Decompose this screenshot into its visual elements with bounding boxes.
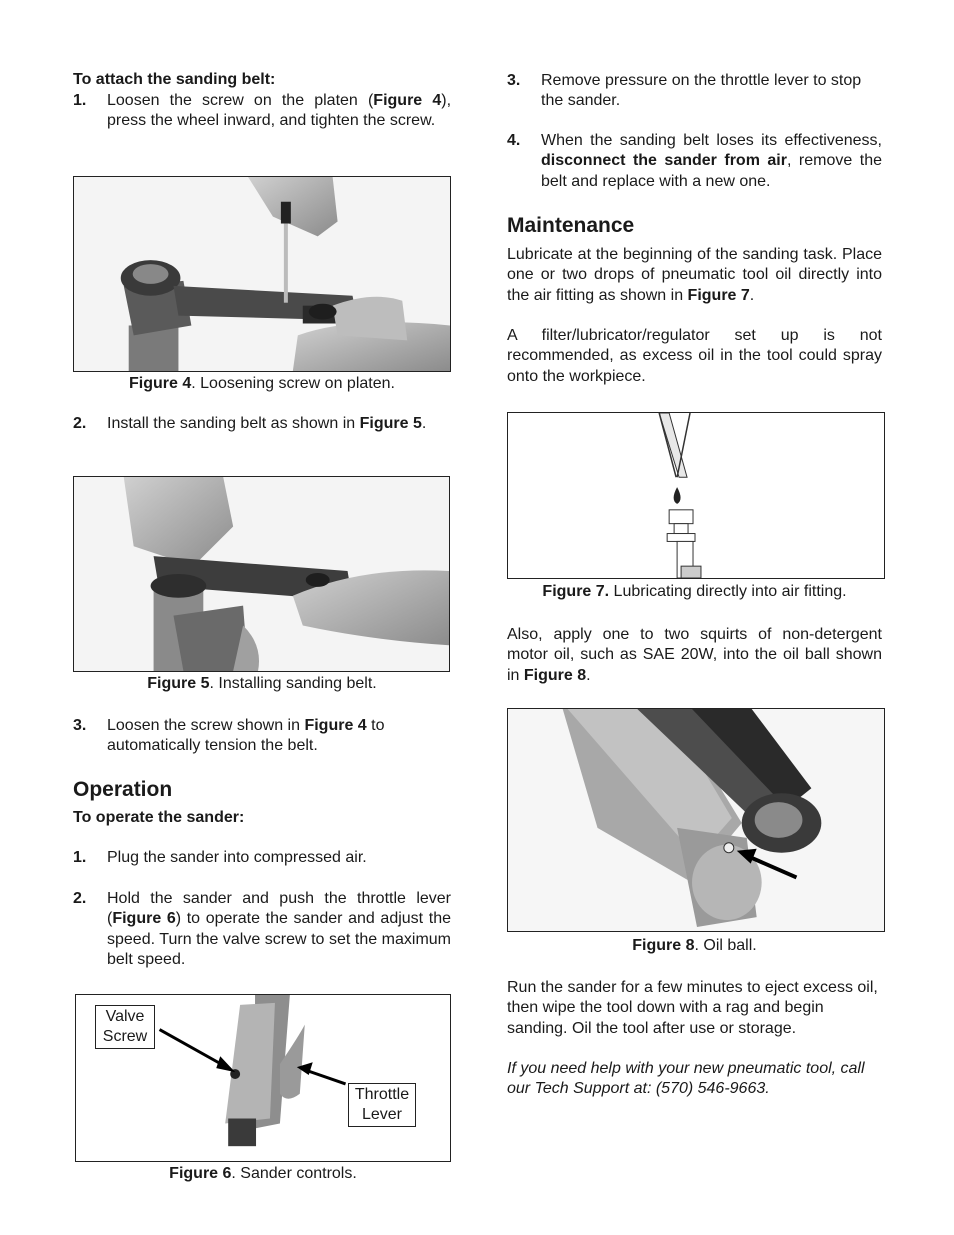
figure-8-caption: Figure 8. Oil ball. <box>632 937 757 954</box>
figure-4-caption: Figure 4. Loosening screw on platen. <box>129 375 395 392</box>
operate-step-1: 1. Plug the sander into compressed air. <box>73 849 367 866</box>
figure-7-caption: Figure 7. Lubricating directly into air fitting. <box>542 583 847 600</box>
figure-6-caption: Figure 6. Sander controls. <box>169 1165 357 1182</box>
throttle-lever-callout: Throttle Lever <box>348 1083 416 1127</box>
attach-step-2: 2. Install the sanding belt as shown in Figure 5. <box>73 415 427 432</box>
figure-4-image <box>73 176 451 372</box>
operate-step-2: 2. Hold the sander and push the throttle lever (Figure 6) to operate the sander and adjust the speed. Turn the valve screw to set the maximum belt speed. <box>73 890 451 968</box>
maintenance-paragraph-1: Lubricate at the beginning of the sanding task. Place one or two drops of pneumatic tool oil directly into the air fitting as shown in Figure 7. <box>507 246 882 304</box>
maintenance-paragraph-2: A filter/lubricator/regulator set up is not recommended, as excess oil in the tool could spray onto the workpiece. <box>507 327 882 385</box>
attach-heading: To attach the sanding belt: <box>73 71 276 88</box>
operate-heading: To operate the sander: <box>73 809 245 826</box>
operate-step-3: 3. Remove pressure on the throttle lever to stop the sander. <box>507 72 862 110</box>
maintenance-paragraph-4: Run the sander for a few minutes to eject excess oil, then wipe the tool down with a rag and begin sanding. Oil the tool after use or storage. <box>507 979 878 1037</box>
operate-step-4: 4. When the sanding belt loses its effectiveness, disconnect the sander from air, remove the belt and replace with a new one. <box>507 132 882 190</box>
figure-8-image <box>507 708 885 932</box>
maintenance-paragraph-3: Also, apply one to two squirts of non-detergent motor oil, such as SAE 20W, into the oil ball shown in Figure 8. <box>507 626 882 684</box>
figure-7-image <box>507 412 885 579</box>
operation-heading: Operation <box>73 778 173 801</box>
tech-support-note: If you need help with your new pneumatic tool, call our Tech Support at: (570) 546-9663. <box>507 1060 865 1098</box>
attach-step-3: 3. Loosen the screw shown in Figure 4 to automatically tension the belt. <box>73 717 385 755</box>
figure-5-caption: Figure 5. Installing sanding belt. <box>147 675 377 692</box>
attach-step-1: 1. Loosen the screw on the platen (Figure 4), press the wheel inward, and tighten the screw. <box>73 92 452 130</box>
maintenance-heading: Maintenance <box>507 214 635 237</box>
valve-screw-callout: Valve Screw <box>95 1005 155 1049</box>
figure-5-image <box>73 476 450 672</box>
